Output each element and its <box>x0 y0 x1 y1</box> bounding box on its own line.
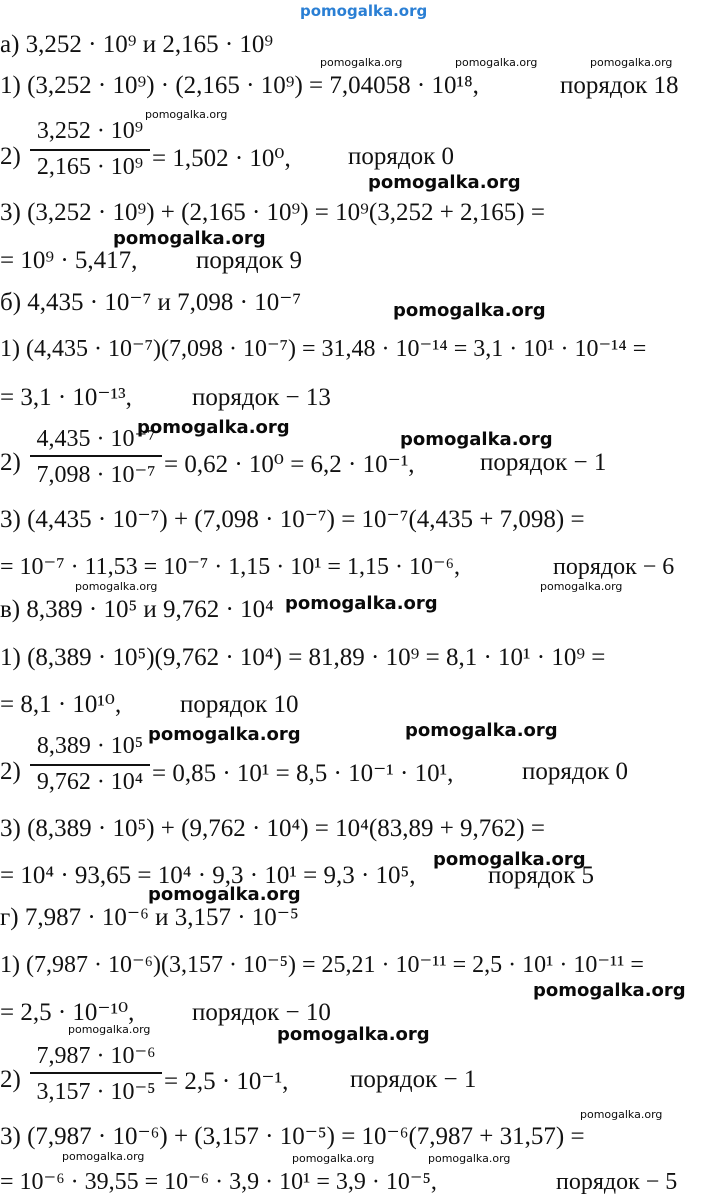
part-c-quotient <box>0 733 700 803</box>
watermark: pomogalka.org <box>368 172 521 193</box>
part-d-product: 1) (7,987 · 10⁻⁶)(3,157 · 10⁻⁵) = 25,21 · 10⁻¹¹ = 2,5 · 10¹ · 10⁻¹¹ = <box>0 952 644 978</box>
watermark: pomogalka.org <box>320 56 403 69</box>
watermark: pomogalka.org <box>148 724 301 745</box>
item-number: 2) <box>0 758 21 785</box>
part-b-sum-cont <box>0 554 675 580</box>
watermark: pomogalka.org <box>145 108 228 121</box>
part-d-sum-cont <box>0 1169 678 1195</box>
watermark: pomogalka.org <box>277 1024 430 1045</box>
watermark: pomogalka.org <box>533 980 686 1001</box>
part-a-sum-result: = 10⁹ · 5,417, <box>0 247 138 274</box>
part-d-sum: 3) (7,987 · 10⁻⁶) + (3,157 · 10⁻⁵) = 10⁻⁶(7,987 + 31,57) = <box>0 1123 585 1150</box>
part-a-quotient-denominator: 2,165 · 10⁹ <box>36 154 144 180</box>
part-d-quotient-numerator: 7,987 · 10⁻⁶ <box>36 1043 156 1069</box>
part-c-sum: 3) (8,389 · 10⁵) + (9,762 · 10⁴) = 10⁴(83,89 + 9,762) = <box>0 815 545 842</box>
part-b-sum-order: порядок − 6 <box>553 554 675 580</box>
fraction-bar <box>30 1072 162 1074</box>
part-d-heading: г) 7,987 · 10⁻⁶ и 3,157 · 10⁻⁵ <box>0 904 299 931</box>
watermark: pomogalka.org <box>433 849 586 870</box>
part-c-quotient-order: порядок 0 <box>522 758 628 785</box>
item-number: 2) <box>0 143 21 170</box>
part-a-product <box>0 72 679 99</box>
watermark: pomogalka.org <box>393 300 546 321</box>
part-b-sum: 3) (4,435 · 10⁻⁷) + (7,098 · 10⁻⁷) = 10⁻⁷(4,435 + 7,098) = <box>0 506 585 533</box>
watermark: pomogalka.org <box>285 593 438 614</box>
part-a-product-text: 1) (3,252 · 10⁹) · (2,165 · 10⁹) = 7,04058 · 10¹⁸, <box>0 72 479 99</box>
part-b-quotient <box>0 424 700 494</box>
item-number: 2) <box>0 1066 21 1093</box>
part-d-quotient-result: = 2,5 · 10⁻¹, <box>164 1068 289 1095</box>
watermark: pomogalka.org <box>428 1152 511 1165</box>
part-b-product: 1) (4,435 · 10⁻⁷)(7,098 · 10⁻⁷) = 31,48 · 10⁻¹⁴ = 3,1 · 10¹ · 10⁻¹⁴ = <box>0 336 647 362</box>
part-c-product-cont <box>0 691 299 718</box>
fraction-bar <box>30 149 150 151</box>
part-a-quotient <box>0 118 700 188</box>
watermark: pomogalka.org <box>62 1150 145 1163</box>
watermark: pomogalka.org <box>68 1023 151 1036</box>
part-b-product-result: = 3,1 · 10⁻¹³, <box>0 384 132 411</box>
watermark: pomogalka.org <box>75 580 158 593</box>
part-a-quotient-numerator: 3,252 · 10⁹ <box>36 118 144 144</box>
part-b-sum-result: = 10⁻⁷ · 11,53 = 10⁻⁷ · 1,15 · 10¹ = 1,15 · 10⁻⁶, <box>0 554 460 580</box>
part-c-sum-order: порядок 5 <box>488 862 594 889</box>
part-d-quotient <box>0 1041 700 1111</box>
part-c-quotient-numerator: 8,389 · 10⁵ <box>36 733 144 759</box>
part-a-heading: а) 3,252 · 10⁹ и 2,165 · 10⁹ <box>0 31 274 58</box>
part-a-quotient-result: = 1,502 · 10⁰, <box>152 145 291 172</box>
part-c-product: 1) (8,389 · 10⁵)(9,762 · 10⁴) = 81,89 · 10⁹ = 8,1 · 10¹ · 10⁹ = <box>0 644 606 671</box>
site-watermark[interactable]: pomogalka.org <box>300 2 428 20</box>
part-b-quotient-order: порядок − 1 <box>480 449 607 476</box>
watermark: pomogalka.org <box>590 56 673 69</box>
watermark: pomogalka.org <box>137 417 290 438</box>
watermark: pomogalka.org <box>148 884 301 905</box>
part-d-sum-order: порядок − 5 <box>556 1169 678 1195</box>
part-b-quotient-result: = 0,62 · 10⁰ = 6,2 · 10⁻¹, <box>164 451 415 478</box>
part-b-product-order: порядок − 13 <box>192 384 331 411</box>
item-number: 2) <box>0 449 21 476</box>
watermark: pomogalka.org <box>405 720 558 741</box>
watermark: pomogalka.org <box>113 228 266 249</box>
part-d-product-result: = 2,5 · 10⁻¹⁰, <box>0 999 135 1026</box>
part-c-product-order: порядок 10 <box>180 691 299 718</box>
watermark: pomogalka.org <box>540 580 623 593</box>
watermark: pomogalka.org <box>455 56 538 69</box>
part-d-product-cont <box>0 999 331 1026</box>
part-b-quotient-denominator: 7,098 · 10⁻⁷ <box>36 462 156 488</box>
part-d-product-order: порядок − 10 <box>192 999 331 1026</box>
part-a-sum: 3) (3,252 · 10⁹) + (2,165 · 10⁹) = 10⁹(3,252 + 2,165) = <box>0 199 545 226</box>
part-b-heading: б) 4,435 · 10⁻⁷ и 7,098 · 10⁻⁷ <box>0 289 302 316</box>
part-a-product-order: порядок 18 <box>560 72 679 99</box>
watermark: pomogalka.org <box>580 1108 663 1121</box>
part-b-quotient-numerator: 4,435 · 10⁻⁷ <box>36 426 156 452</box>
part-d-quotient-order: порядок − 1 <box>350 1066 477 1093</box>
part-d-quotient-denominator: 3,157 · 10⁻⁵ <box>36 1079 156 1105</box>
fraction-bar <box>30 455 162 457</box>
part-a-sum-cont <box>0 247 302 274</box>
fraction-bar <box>30 764 150 766</box>
watermark: pomogalka.org <box>292 1152 375 1165</box>
part-c-quotient-result: = 0,85 · 10¹ = 8,5 · 10⁻¹ · 10¹, <box>152 760 454 787</box>
part-b-product-cont <box>0 384 331 411</box>
watermark: pomogalka.org <box>400 429 553 450</box>
part-c-quotient-denominator: 9,762 · 10⁴ <box>36 769 144 795</box>
part-a-quotient-order: порядок 0 <box>348 143 454 170</box>
part-c-product-result: = 8,1 · 10¹⁰, <box>0 691 122 718</box>
part-d-sum-result: = 10⁻⁶ · 39,55 = 10⁻⁶ · 3,9 · 10¹ = 3,9 · 10⁻⁵, <box>0 1169 437 1195</box>
part-c-sum-result: = 10⁴ · 93,65 = 10⁴ · 9,3 · 10¹ = 9,3 · 10⁵, <box>0 862 416 889</box>
part-a-sum-order: порядок 9 <box>196 247 302 274</box>
part-c-heading: в) 8,389 · 10⁵ и 9,762 · 10⁴ <box>0 596 274 623</box>
